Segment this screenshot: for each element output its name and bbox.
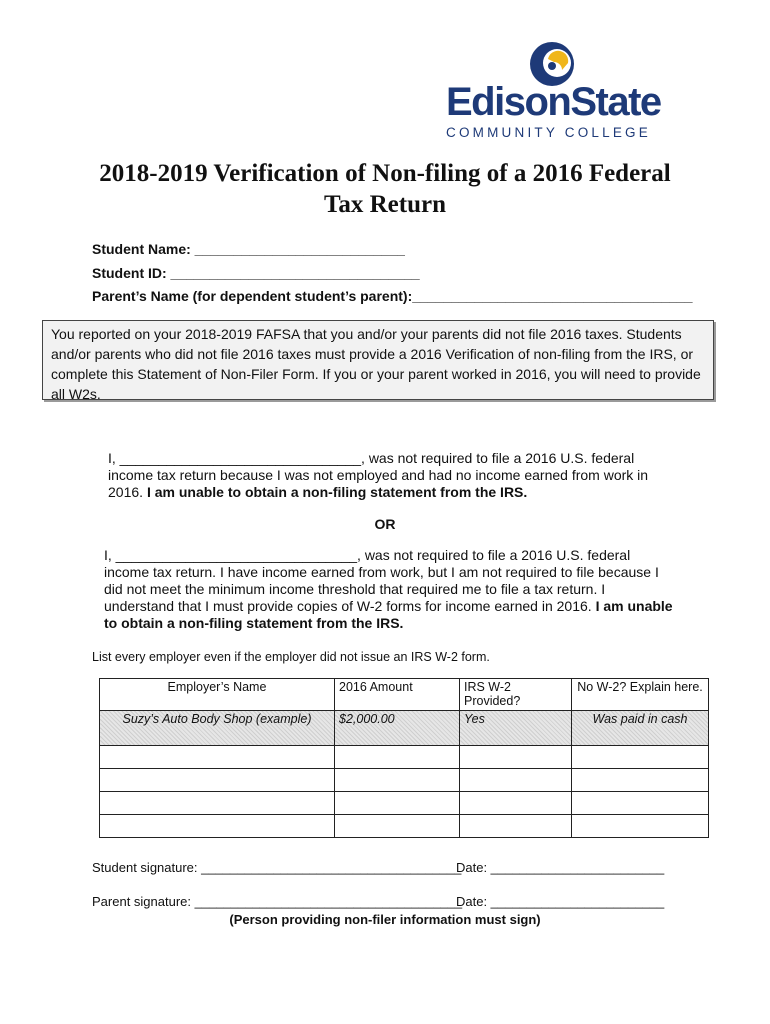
option-below-threshold-text: I, _______________________________, was not required to file a 2016 U.S. federal income tax return. I have income earned from work, but I am not required to file because I did not meet the minimum income threshold that required me to file a tax return. I understand that I must provide copies of W-2 forms for income earned in 2016. xyxy=(104,547,659,614)
table-cell[interactable] xyxy=(460,815,572,838)
option-not-employed xyxy=(108,450,678,501)
parent-signature-line[interactable]: Parent signature: _____________________________________ xyxy=(92,894,463,909)
example-employer: Suzy’s Auto Body Shop (example) xyxy=(100,711,335,746)
table-cell[interactable] xyxy=(572,792,709,815)
table-cell[interactable] xyxy=(335,746,460,769)
title-line-2: Tax Return xyxy=(323,191,446,218)
header-amount: 2016 Amount xyxy=(335,679,460,711)
or-separator: OR xyxy=(374,516,396,532)
table-cell[interactable] xyxy=(572,769,709,792)
college-logo-name: EdisonState xyxy=(446,80,661,124)
parent-date-line[interactable]: Date: ________________________ xyxy=(456,894,665,909)
example-w2: Yes xyxy=(460,711,572,746)
table-cell[interactable] xyxy=(335,792,460,815)
example-amount: $2,000.00 xyxy=(335,711,460,746)
employer-table xyxy=(99,678,709,838)
table-row xyxy=(100,746,709,769)
table-cell[interactable] xyxy=(100,815,335,838)
option-not-employed-text: I, _______________________________, was not required to file a 2016 U.S. federal income tax return because I was not employed and had no income earned from work in 2016. xyxy=(108,450,649,500)
parent-name-field[interactable]: Parent’s Name (for dependent student’s parent):____________________________________ xyxy=(92,288,693,304)
table-example-row xyxy=(100,711,709,746)
table-cell[interactable] xyxy=(572,815,709,838)
table-cell[interactable] xyxy=(460,792,572,815)
title-line-1: 2018-2019 Verification of Non-filing of a 2016 Federal xyxy=(99,160,671,187)
notice-box: You reported on your 2018-2019 FAFSA that you and/or your parents did not file 2016 taxes. Students and/or parents who did not file 2016 taxes must provide a 2016 Verification of non-filing from the IRS, or complete this Statement of Non-Filer Form. If you or your parent worked in 2016, you will need to provide all W2s. xyxy=(42,320,714,400)
option-not-employed-bold: I am unable to obtain a non-filing statement from the IRS. xyxy=(146,484,528,500)
table-cell[interactable] xyxy=(335,815,460,838)
table-cell[interactable] xyxy=(460,746,572,769)
header-employer-name: Employer’s Name xyxy=(100,679,335,711)
table-cell[interactable] xyxy=(100,746,335,769)
table-row xyxy=(100,815,709,838)
table-row xyxy=(100,792,709,815)
example-explain: Was paid in cash xyxy=(572,711,709,746)
option-below-threshold-bold: I am unable to obtain a non-filing statement from the IRS. xyxy=(104,598,673,631)
table-header-row xyxy=(100,679,709,711)
student-signature-line[interactable]: Student signature: ____________________________________ xyxy=(92,860,462,875)
signature-note: (Person providing non-filer information must sign) xyxy=(229,912,541,927)
table-cell[interactable] xyxy=(100,769,335,792)
table-cell[interactable] xyxy=(460,769,572,792)
table-cell[interactable] xyxy=(335,769,460,792)
table-cell[interactable] xyxy=(100,792,335,815)
college-logo-subtitle: COMMUNITY COLLEGE xyxy=(446,125,651,140)
list-instruction: List every employer even if the employer did not issue an IRS W-2 form. xyxy=(92,650,490,664)
header-explain: No W-2? Explain here. xyxy=(572,679,709,711)
option-below-threshold xyxy=(104,547,674,632)
page-title xyxy=(60,158,710,220)
header-w2-provided: IRS W-2 Provided? xyxy=(460,679,572,711)
student-name-field[interactable]: Student Name: ___________________________ xyxy=(92,241,405,257)
table-row xyxy=(100,769,709,792)
student-date-line[interactable]: Date: ________________________ xyxy=(456,860,665,875)
table-cell[interactable] xyxy=(572,746,709,769)
student-id-field[interactable]: Student ID: ________________________________ xyxy=(92,265,420,281)
